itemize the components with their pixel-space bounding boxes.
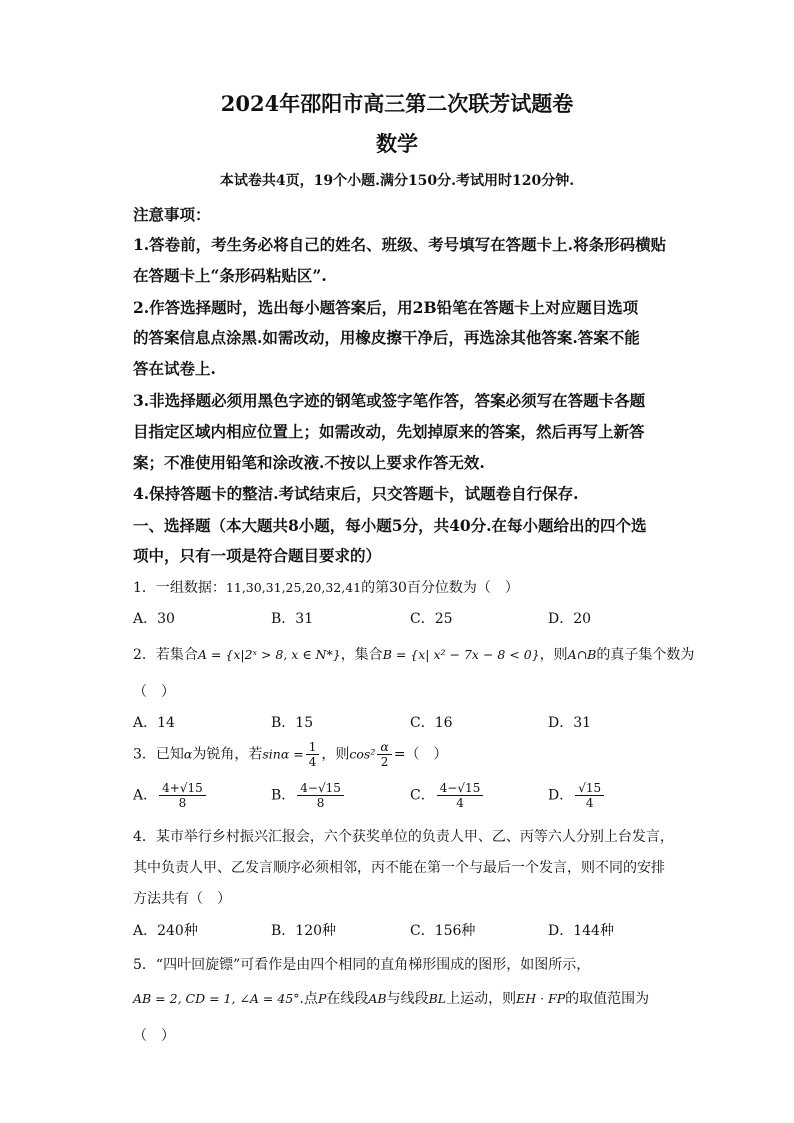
q3-option-fraction <box>159 781 206 810</box>
q5-text: .点 <box>299 991 318 1007</box>
q3-option-den: 4 <box>456 796 464 810</box>
note-line: 在答题卡上“条形码粘贴区”. <box>133 266 327 285</box>
section-heading: 一、选择题（本大题共8小题，每小题5分，共40分.在每小题给出的四个选 <box>133 516 647 535</box>
q2-intersection: A∩B <box>567 647 597 662</box>
q3-cos-fraction <box>377 740 391 769</box>
question-1-stem <box>133 577 663 597</box>
exam-info: 本试卷共4页，19个小题.满分150分.考试用时120分钟. <box>219 173 575 189</box>
question-3-stem <box>133 740 663 769</box>
q3-option-b <box>271 781 346 810</box>
q1-option-c: C．25 <box>410 611 453 627</box>
q2-text: 的真子集个数为 <box>596 647 695 663</box>
note-line: 4.保持答题卡的整洁.考试结束后，只交答题卡，试题卷自行保存. <box>133 484 579 503</box>
q1-text: 1．一组数据： <box>133 580 226 596</box>
question-2-stem <box>133 644 695 664</box>
q3-option-label: B． <box>271 787 296 804</box>
q3-option-fraction <box>297 781 344 810</box>
note-line: 目指定区域内相应位置上；如需改动，先划掉原来的答案，然后再写上新答 <box>133 422 645 441</box>
subject-title: 数学 <box>376 131 418 156</box>
q3-option-a <box>133 781 208 810</box>
q3-option-den: 8 <box>316 796 325 810</box>
question-4-line: 其中负责人甲、乙发言顺序必须相邻，丙不能在第一个与最后一个发言，则不同的安排 <box>133 860 665 876</box>
q5-dot-product: EH · FP <box>516 991 566 1006</box>
q4-option-c: C．156种 <box>410 923 476 939</box>
note-line: 1.答卷前，考生务必将自己的姓名、班级、考号填写在答题卡上.将条形码横贴 <box>133 235 667 254</box>
q4-option-d: D．144种 <box>548 923 614 939</box>
note-line: 2.作答选择题时，选出每小题答案后，用2B铅笔在答题卡上对应题目选项 <box>133 298 639 317</box>
q3-cos-den: 2 <box>380 755 389 769</box>
q3-option-label: A． <box>133 787 158 804</box>
q1-option-a: A．30 <box>133 611 175 627</box>
q1-option-b: B．31 <box>271 611 314 627</box>
q3-text: =（ ） <box>393 746 448 763</box>
q2-set-b: B = {x| x² − 7x − 8 < 0} <box>382 647 540 662</box>
q2-text: ，则 <box>539 647 568 663</box>
q3-option-label: D． <box>548 787 574 804</box>
note-line: 答在试卷上. <box>133 359 216 378</box>
q5-text: 与线段 <box>386 991 429 1007</box>
q2-option-a: A．14 <box>133 715 175 731</box>
q3-option-num: 4−√15 <box>437 781 484 796</box>
q3-option-label: C． <box>410 787 435 804</box>
q5-condition: AB = 2, CD = 1, ∠A = 45° <box>133 991 300 1006</box>
exam-title: 2024年邵阳市高三第二次联芳试题卷 <box>220 91 574 116</box>
q5-text: 在线段 <box>326 991 369 1007</box>
q3-cos: cos² <box>349 746 376 762</box>
q3-option-num: 4−√15 <box>297 781 344 796</box>
q2-option-d: D．31 <box>548 715 592 731</box>
q3-option-den: 8 <box>178 796 187 810</box>
question-5-line: 5．“四叶回旋镖”可看作是由四个相同的直角梯形围成的图形，如图所示， <box>133 957 591 973</box>
q2-paren: （ ） <box>133 684 175 700</box>
q3-sin-fraction <box>306 740 320 769</box>
q2-option-b: B．15 <box>271 715 314 731</box>
q3-text: 3．已知 <box>133 746 184 763</box>
q5-segment-ab: AB <box>368 991 387 1006</box>
q2-text: ，集合 <box>340 647 383 663</box>
q3-alpha: α <box>183 746 193 762</box>
q3-option-num: √15 <box>575 781 604 796</box>
note-line: 案；不准使用铅笔和涂改液.不按以上要求作答无效. <box>133 453 485 472</box>
q1-data: 11,30,31,25,20,32,41 <box>225 580 362 595</box>
question-4-line: 4．某市举行乡村振兴汇报会，六个获奖单位的负责人甲、乙、丙等六人分别上台发言， <box>133 829 674 845</box>
q3-option-fraction <box>575 781 604 810</box>
question-5-stem <box>133 988 663 1008</box>
q3-option-fraction <box>437 781 484 810</box>
q3-option-den: 4 <box>585 796 594 810</box>
q5-text: 上运动，则 <box>446 991 517 1007</box>
q5-segment-bl: BL <box>428 991 447 1006</box>
q3-sin-den: 4 <box>308 755 317 769</box>
q3-option-c <box>410 781 485 810</box>
q4-option-b: B．120种 <box>271 923 337 939</box>
q3-text: 为锐角，若 <box>192 746 263 763</box>
q2-option-c: C．16 <box>410 715 453 731</box>
q5-point-p: P <box>317 991 327 1006</box>
q3-sin-num: 1 <box>306 740 320 755</box>
section-heading-cont: 项中，只有一项是符合题目要求的） <box>133 546 382 565</box>
note-line: 的答案信息点涂黑.如需改动，用橡皮擦干净后，再选涂其他答案.答案不能 <box>133 328 640 347</box>
note-line: 3.非选择题必须用黑色字迹的钢笔或签字笔作答，答案必须写在答题卡各题 <box>133 391 646 410</box>
notes-heading: 注意事项： <box>133 205 211 224</box>
q5-paren: （ ） <box>133 1028 175 1044</box>
q3-sin: sinα = <box>262 746 304 762</box>
q3-text: ，则 <box>321 746 350 763</box>
q2-set-a: A = {x|2ˣ > 8, x ∈ N*} <box>197 647 341 662</box>
q5-text: 的取值范围为 <box>565 991 650 1007</box>
q4-option-a: A．240种 <box>133 923 198 939</box>
q1-option-d: D．20 <box>548 611 592 627</box>
question-4-line: 方法共有（ ） <box>133 891 231 907</box>
q2-text: 2．若集合 <box>133 647 198 663</box>
q3-option-num: 4+√15 <box>159 781 206 796</box>
q3-cos-num: α <box>377 740 391 755</box>
q1-text: 的第30百分位数为（ ） <box>361 580 519 596</box>
q3-option-d <box>548 781 606 810</box>
